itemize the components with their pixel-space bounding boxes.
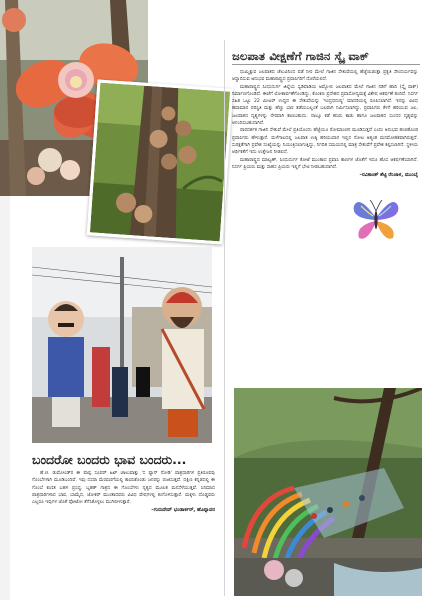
skywalk-paragraph: ಮಹಾರಾಷ್ಟ್ರದ ಮಾಲ್ವಣ್, ಸಿಂಧುದುರ್ಗ ಕೋಟೆ ಮುಂತಾದ ಪ್ರವಾಸಿ ತಾಣಗಳ ಜೊತೆಗೆ ಇದೂ ಹೊಸ ಆಕರ್ಷಣೆಯಾಗಿದೆ. ನಿಸರ್ಗ ಪ್ರಿಯರು ಮತ್ತು ಸಾಹಸ ಪ್ರಿಯರು ಇಲ್ಲಿಗೆ ಭೇಟಿ ನೀಡಬಹುದಾಗಿದೆ. [232,157,418,170]
tree-fruit-photo [87,79,234,244]
title-divider [232,64,420,65]
skywalk-bridge-photo [234,388,422,596]
parade-photo [32,247,212,443]
bandaru-byline: –ಗುರುದೇವ್ ಭಂಡಾರ್ಕರ್, ಹೊನ್ನಾವರ [151,507,215,514]
butterfly-icon [351,196,401,242]
skywalk-paragraph: ಪಾರದರ್ಶಕ ಗಾಜಿನ ಸೇತುವೆ ಮೇಲೆ ಪ್ರತಿಯೊಂದು ಹೆಜ್ಜೆಯೂ ರೋಮಾಂಚನ ಮೂಡಿಸುತ್ತದೆ ಎಂದು ಅನುಭವ ಹಂಚಿಕೊಂಡ ಪ್ರವಾಸಿಗರು ಹೇಳುತ್ತಾರೆ. ಮಳೆಗಾಲದಲ್ಲಿ ಜಲಪಾತ ಉಕ್ಕಿ ಹರಿಯುವಾಗ ಇಲ್ಲಿನ ನೋಟ ಅತ್ಯಂತ ಮನಮೋಹಕವಾಗಿರುತ್ತದೆ. ಸುರಕ್ಷತೆಗಾಗಿ ಪ್ರವೇಶ ಸಂಖ್ಯೆಯನ್ನು ನಿಯಂತ್ರಿಸಲಾಗುತ್ತಿದ್ದು, ನಿಗದಿತ ಸಮಯದಲ್ಲಿ ಮಾತ್ರ ಸೇತುವೆಗೆ ಪ್ರವೇಶ ಕಲ್ಪಿಸಲಾಗಿದೆ. ಸ್ಥಳೀಯ ಆರ್ಥಿಕತೆಗೆ ಇದು ಉತ್ತೇಜನ ನೀಡಲಿದೆ. [232,128,418,156]
skywalk-article [232,69,418,179]
skywalk-paragraph: ಮಹಾರಾಷ್ಟ್ರದ ಸಿಂಧುದುರ್ಗ ಜಿಲ್ಲೆಯ ಸ್ವಡಿವಾಡಿಯ ಅಮ್ಬೋಲಿ ಜಲಪಾತದ ಮೇಲೆ ಗಾಜಿನ ನಡಿಗೆ ಹಾದಿ (ಸ್ಕೈ ವಾಕ್) ನಿರ್ಮಾಣಗೊಂಡಿದೆ. ಈಚೆಗೆ ಲೋಕಾರ್ಪಣೆಗೊಂಡಿದ್ದು, ಕೊಂಕಣ ಪ್ರದೇಶದ ಪ್ರವಾಸೋದ್ಯಮಕ್ಕೆ ವಿಶೇಷ ಆಕರ್ಷಣೆ ತಂದಿದೆ. ನಿಸರ್ಗ ಸಹಿತ ಒಟ್ಟು 22 ಮೀಟರ್ ಉದ್ದದ ಈ ಸೇತುವೆಯನ್ನು 'ಇಂದ್ರಧನುಷ್ಯ' ಮಾದರಿಯಲ್ಲಿ ರೂಪಿಸಲಾಗಿದೆ. ಇದನ್ನು ವಿವಿಧ ಹವಾಮಾನ ಪರಿಸ್ಥಿತಿ ಮತ್ತು ಹೆಚ್ಚು ಭಾರ ತಡೆಯಬಲ್ಲಂತೆ ಬಲವಾಗಿ ನಿರ್ಮಿಸಲಾಗಿದ್ದು, ಪ್ರವಾಸಿಗರು ಕೆಳಗೆ ಹರಿಯುವ ಜಲ, ಜಲಪಾತದ ದೃಶ್ಯಗಳನ್ನು ನೇರವಾಗಿ ಕಾಣಬಹುದು. ನಾಲ್ಕೂ ಕಡೆ ಹಸಿರು ಕಾಡು ಹಾಗೂ ಜಲಪಾತದ ಸುಂದರ ದೃಶ್ಯವನ್ನು ಆನಂದಿಸಬಹುದಾಗಿದೆ. [232,84,418,127]
column-divider [224,40,225,596]
skywalk-byline: –ರವಿಕಾಂತ್ ಶೆಟ್ಟಿ ರೆಂಜಾಳ, ಮುಂಬೈ [359,172,418,179]
bandaru-paragraph: ಹೆ.ಚ. ಡುಮೋಂಡ್‌ರ ಈ ಪಾಪ್ಪ ಸೂಪರ್ ಹಿಟ್ ಚಾಲುವಾತ್ತು 'ಸ ಫ್ಯಾನ್ ನೋಡಿ' ಪಾತ್ರಧಾರಿಗಳ ಪ್ರತಿರೂಪವು ಗೊಂಬೆಗಳಾಗಿ ಮೂಡಿಬಂದಿವೆ. ಇವು ದಸರಾ ಮೆರವಣಿಗೆಯಲ್ಲಿ ಕಾಣಿಸಿಕೊಂಡು ಜನರನ್ನು ರಂಜಿಸುತ್ತವೆ. ದಕ್ಷಿಣ ಕನ್ನಡದಲ್ಲಿ ಈ ಗೊಂಬೆ ಕುಣಿತ ಬಹಳ ಪ್ರಸಿದ್ಧ. ಬೃಹತ್ ಗಾತ್ರದ ಈ ಗೊಂಬೆಗಳು ನೃತ್ಯದ ಮೂಲಕ ಮನಸೆಳೆಯುತ್ತವೆ. ಸಿನಿಮಾದ ಪಾತ್ರಧಾರಿಗಳಾದ ಭಾವ, ಬಾಮೈದ, ಜೋಕರ್ ಮುಂತಾದವರು ವಿವಿಧ ವೇಷಗಳಲ್ಲಿ ಕಂಗೊಳಿಸುತ್ತಾರೆ. ಮಕ್ಕಳು ದೊಡ್ಡವರು ಎಲ್ಲರೂ ಇವುಗಳ ಜೊತೆ ಫೋಟೋ ತೆಗೆಸಿಕೊಳ್ಳಲು ಮುಗಿಬೀಳುತ್ತಾರೆ. [32,471,215,506]
bandaru-article [32,470,215,515]
skywalk-paragraph: ಧುಮ್ಮಿಕ್ಕುವ ಜಲಪಾತದ ಚೆಲುವಿನಿಂದ ಪಡೆ ನೀರ ಮೇಲೆ ಗಾಜಿನ ಸೇತುವೆಯಲ್ಲಿ ಹೆಜ್ಜೆಯಿಡುತ್ತಾ ಪ್ರಕೃತಿ ಸೌಂದರ್ಯವನ್ನು ಆಸ್ವಾದಿಸುವ ಅನುಭವ ಮಹಾರಾಷ್ಟ್ರದ ಪ್ರವಾಸಿಗರಿಗೆ ದೊರೆಯಲಿದೆ. [232,70,418,83]
bandaru-headline: ಬಂದರೋ ಬಂದರು ಭಾವ ಬಂದರು... [32,452,187,467]
skywalk-title: ಜಲಪಾತ ವೀಕ್ಷಣೆಗೆ ಗಾಜಿನ ಸ್ಕೈ ವಾಕ್ [232,49,369,63]
